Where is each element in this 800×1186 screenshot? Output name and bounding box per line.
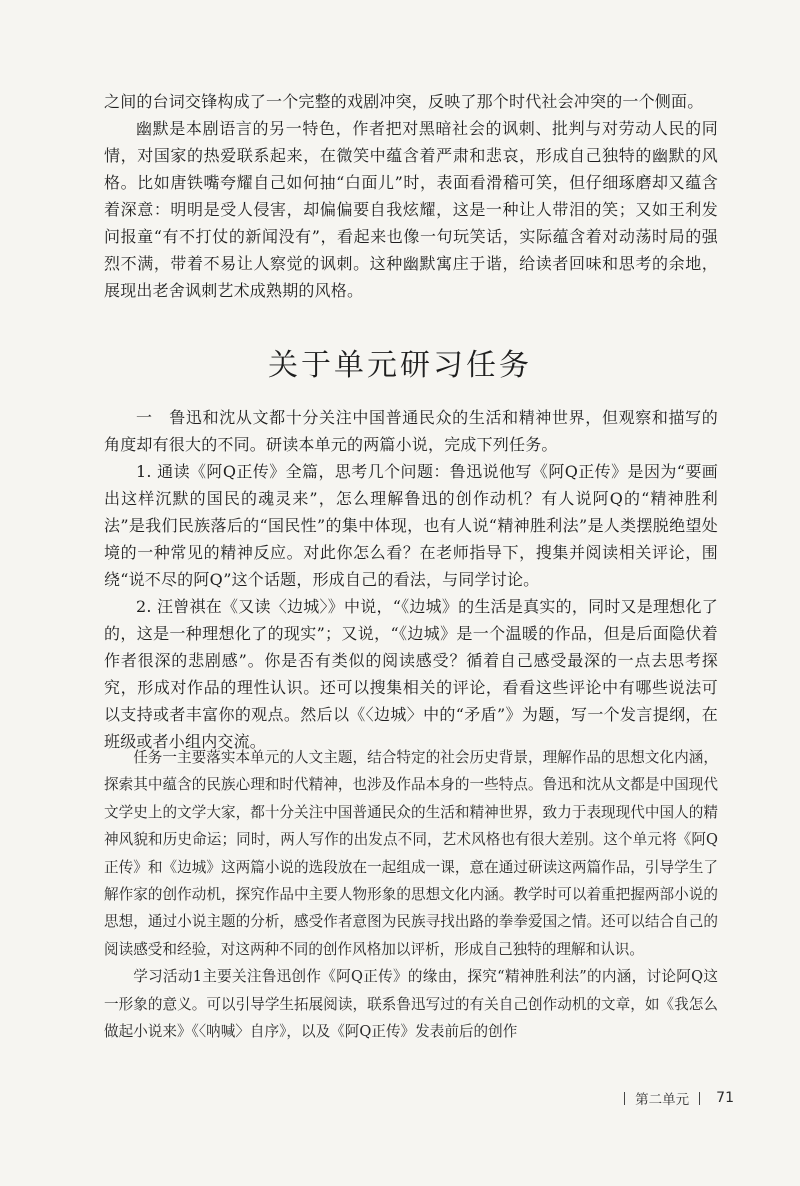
teaching-note	[104, 744, 718, 1045]
paragraph-continued: 之间的台词交锋构成了一个完整的戏剧冲突，反映了那个时代社会冲突的一个侧面。	[104, 92, 704, 111]
note-paragraph-1: 任务一主要落实本单元的人文主题，结合特定的社会历史背景，理解作品的思想文化内涵，探索其中蕴含的民族心理和时代精神，也涉及作品本身的一些特点。鲁迅和沈从文都是中国现代文学史上的文学大家，都十分关注中国普通民众的生活和精神世界，致力于表现现代中国人的精神风貌和历史命运；同时，两人写作的出发点不同，艺术风格也有很大差别。这个单元将《阿Q正传》和《边城》这两篇小说的选段放在一起组成一课，意在通过研读这两篇作品，引导学生了解作家的创作动机，探究作品中主要人物形象的思想文化内涵。教学时可以着重把握两部小说的思想，通过小说主题的分析，感受作者意图为民族寻找出路的拳拳爱国之情。还可以结合自己的阅读感受和经验，对这两种不同的创作风格加以评析，形成自己独特的理解和认识。	[104, 749, 718, 958]
unit-label: 第二单元	[635, 1092, 690, 1108]
footer-divider	[624, 1092, 625, 1105]
note-paragraph-2: 学习活动1主要关注鲁迅创作《阿Q正传》的缘由，探究“精神胜利法”的内涵，讨论阿Q这一形象的意义。可以引导学生拓展阅读，联系鲁迅写过的有关自己创作动机的文章，如《我怎么做起小说来》《〈呐喊〉自序》，以及《阿Q正传》发表前后的创作	[104, 968, 718, 1041]
continued-commentary	[104, 88, 718, 304]
section-title: 关于单元研习任务	[268, 348, 532, 383]
page-footer	[624, 1088, 734, 1108]
unit-tasks	[104, 404, 718, 755]
footer-divider	[699, 1092, 700, 1105]
task-intro: 一 鲁迅和沈从文都十分关注中国普通民众的生活和精神世界，但观察和描写的角度却有很大的不同。研读本单元的两篇小说，完成下列任务。	[104, 408, 718, 454]
paragraph-humor: 幽默是本剧语言的另一特色，作者把对黑暗社会的讽刺、批判与对劳动人民的同情，对国家的热爱联系起来，在微笑中蕴含着严肃和悲哀，形成自己独特的幽默的风格。比如唐铁嘴夸耀自己如何抽“白面儿”时，表面看滑稽可笑，但仔细琢磨却又蕴含着深意：明明是受人侵害，却偏偏要自我炫耀，这是一种让人带泪的笑；又如王利发问报童“有不打仗的新闻没有”，看起来也像一句玩笑话，实际蕴含着对动荡时局的强烈不满，带着不易让人察觉的讽刺。这种幽默寓庄于谐，给读者回味和思考的余地，展现出老舍讽刺艺术成熟期的风格。	[104, 119, 718, 300]
task-item-2: 2. 汪曾祺在《又读〈边城〉》中说，“《边城》的生活是真实的，同时又是理想化了的，这是一种理想化了的现实”；又说，“《边城》是一个温暖的作品，但是后面隐伏着作者很深的悲剧感”。你是否有类似的阅读感受？循着自己感受最深的一点去思考探究，形成对作品的理性认识。还可以搜集相关的评论，看看这些评论中有哪些说法可以支持或者丰富你的观点。然后以《〈边城〉中的“矛盾”》为题，写一个发言提纲，在班级或者小组内交流。	[104, 597, 718, 751]
page-number: 71	[716, 1090, 734, 1106]
task-item-1: 1. 通读《阿Q正传》全篇，思考几个问题：鲁迅说他写《阿Q正传》是因为“要画出这样沉默的国民的魂灵来”，怎么理解鲁迅的创作动机？有人说阿Q的“精神胜利法”是我们民族落后的“国民性”的集中体现，也有人说“精神胜利法”是人类摆脱绝望处境的一种常见的精神反应。对此你怎么看？在老师指导下，搜集并阅读相关评论，围绕“说不尽的阿Q”这个话题，形成自己的看法，与同学讨论。	[104, 462, 718, 589]
